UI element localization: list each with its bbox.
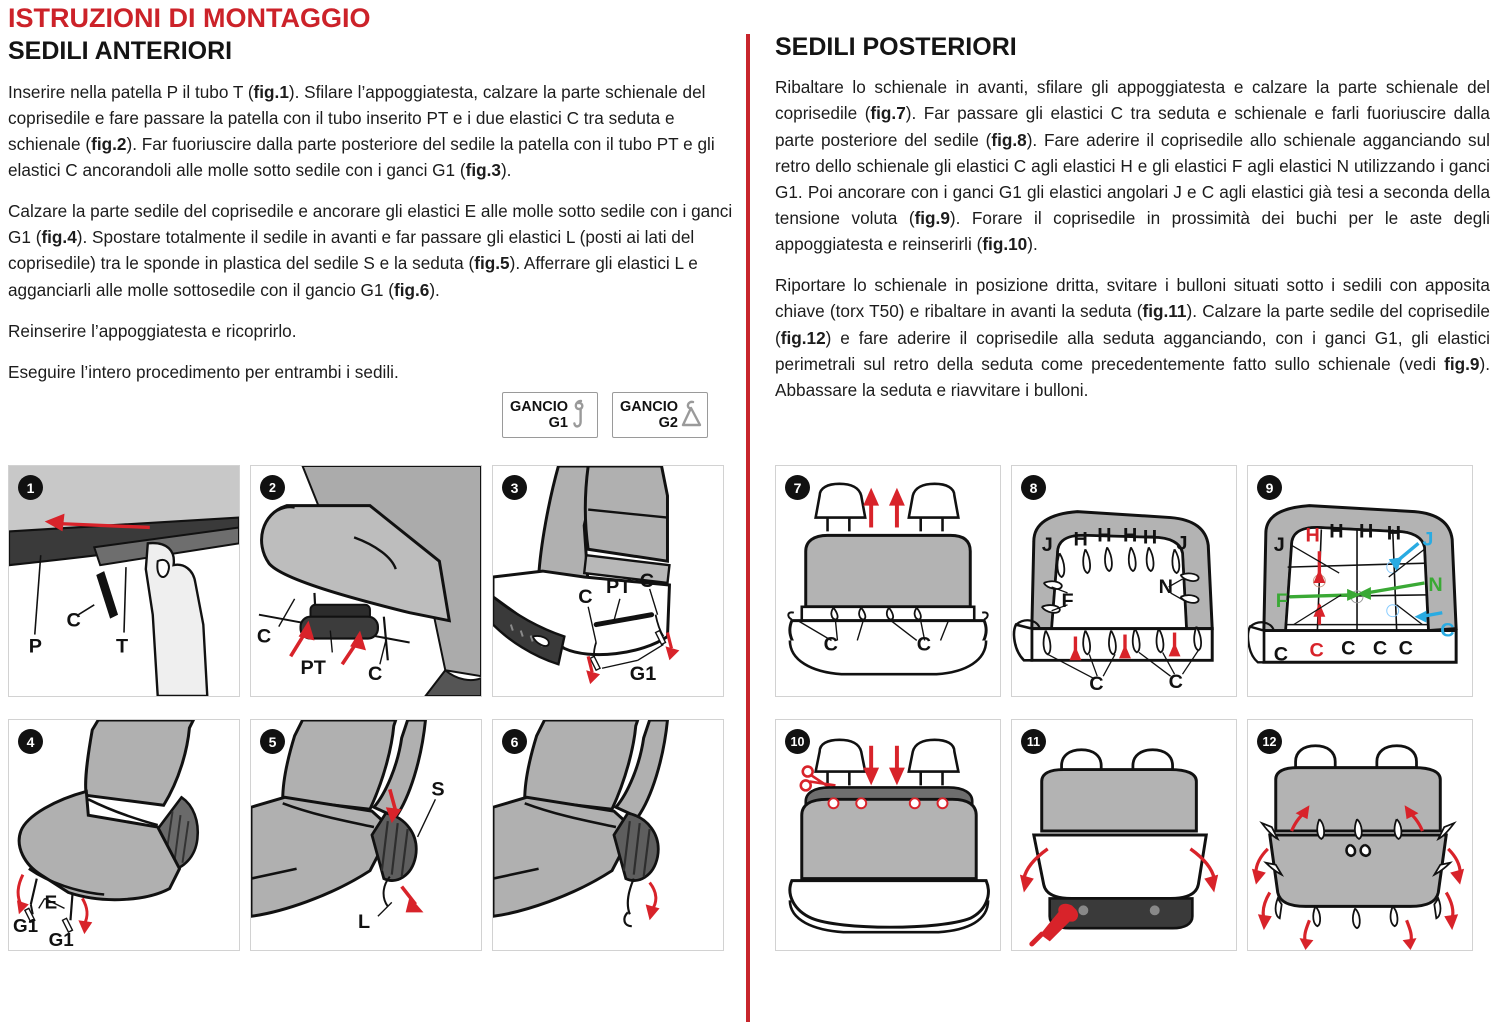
svg-text:G1: G1 bbox=[48, 929, 74, 950]
svg-text:E: E bbox=[44, 891, 58, 913]
figure-2-number: 2 bbox=[260, 475, 285, 500]
figure-1 bbox=[8, 465, 240, 697]
svg-text:G1: G1 bbox=[629, 663, 657, 686]
legend-g2-line2: G2 bbox=[658, 415, 678, 431]
figure-4 bbox=[8, 719, 240, 951]
figure-8 bbox=[1011, 465, 1237, 697]
right-paragraph-1: Ribaltare lo schienale in avanti, sfilare gli appoggiatesta e calzare la parte schienale del coprisedile (fig.7). Far passare gli elastici C tra seduta e schienale e farli fuoriuscire dalla parte posteriore del sedile (fig.8). Fare aderire il coprisedile allo schienale agganciando sul retro dello schienale gli elastici C agli elastici H e gli elastici F agli elastici N utilizzando i ganci G1. Poi ancorare con i ganci G1 gli elastici angolari J e C agli elastici già tesi a seconda della tensione voluta (fig.9). Forare il coprisedile in prossimità dei buchi per le aste degli appoggiatesta e reinserirli (fig.10). bbox=[775, 77, 1490, 255]
svg-text:C: C bbox=[256, 625, 272, 648]
svg-text:J: J bbox=[1273, 534, 1285, 557]
figure-10 bbox=[775, 719, 1001, 951]
figure-6-number: 6 bbox=[502, 729, 527, 754]
legend-g1-line2: G1 bbox=[548, 415, 568, 431]
svg-text:C: C bbox=[66, 609, 81, 632]
page-title: ISTRUZIONI DI MONTAGGIO bbox=[8, 3, 371, 33]
svg-text:H: H bbox=[1386, 522, 1402, 545]
right-column bbox=[775, 0, 1490, 418]
figure-6 bbox=[492, 719, 724, 951]
left-column bbox=[8, 0, 743, 400]
svg-text:C: C bbox=[367, 663, 383, 686]
figure-11 bbox=[1011, 719, 1237, 951]
svg-text:C: C bbox=[578, 585, 593, 608]
svg-text:G1: G1 bbox=[12, 915, 39, 937]
svg-text:J: J bbox=[1422, 528, 1434, 551]
legend-g2-line1: GANCIO bbox=[620, 398, 678, 415]
figure-3-number: 3 bbox=[502, 475, 527, 500]
svg-text:C: C bbox=[1309, 639, 1324, 662]
figure-5-number: 5 bbox=[260, 729, 285, 754]
legend-g2-text bbox=[620, 399, 678, 431]
figure-10-number: 10 bbox=[785, 729, 810, 754]
svg-text:J: J bbox=[1041, 534, 1053, 557]
svg-text:C: C bbox=[916, 633, 932, 656]
left-paragraph-1: Inserire nella patella P il tubo T (fig.1). Sfilare l’appoggiatesta, calzare la parte schienale del coprisedile e fare passare la patella con il tubo inserito PT e i due elastici C tra seduta e schienale (fig.2). Far fuoriuscire dalla parte posteriore del sedile la patella con il tubo PT e gli elastici C ancorandoli alle molle sotto sedile con i ganci G1 (fig.3). bbox=[8, 81, 715, 181]
figure-8-number: 8 bbox=[1021, 475, 1046, 500]
svg-text:H: H bbox=[1329, 520, 1344, 543]
svg-text:PT: PT bbox=[606, 575, 632, 598]
svg-text:C: C bbox=[823, 633, 838, 656]
gancio-legend bbox=[502, 392, 708, 438]
figure-9-number: 9 bbox=[1257, 475, 1282, 500]
left-section-title: SEDILI ANTERIORI bbox=[8, 37, 233, 66]
svg-text:C: C bbox=[1089, 673, 1104, 696]
svg-text:S: S bbox=[431, 778, 445, 801]
svg-text:T: T bbox=[116, 635, 129, 658]
hook-g1-icon bbox=[568, 398, 592, 432]
figure-12 bbox=[1247, 719, 1473, 951]
figure-2 bbox=[250, 465, 482, 697]
right-section-title: SEDILI POSTERIORI bbox=[775, 33, 1017, 61]
legend-gancio-g1 bbox=[502, 392, 598, 438]
svg-text:H: H bbox=[1359, 520, 1374, 543]
figure-3 bbox=[492, 465, 724, 697]
svg-text:C: C bbox=[1398, 637, 1413, 660]
svg-text:H: H bbox=[1305, 524, 1320, 547]
svg-text:C: C bbox=[1341, 637, 1356, 660]
figure-7-number: 7 bbox=[785, 475, 810, 500]
svg-text:PT: PT bbox=[300, 657, 326, 680]
svg-text:H: H bbox=[1097, 524, 1112, 547]
svg-text:C: C bbox=[1372, 637, 1388, 660]
right-paragraph-2: Riportare lo schienale in posizione dritta, svitare i bulloni situati sotto i sedili con apposita chiave (torx T50) e ribaltare in avanti la seduta (fig.11). Calzare la parte sedile del coprisedile (fig.12) e fare aderire il coprisedile alla seduta agganciando, con i ganci G1, gli elastici perimetrali sul retro della seduta come precedentemente fatto sullo schienale (vedi fig.9). Abbassare la seduta e riavvitare i bulloni. bbox=[775, 275, 1490, 400]
svg-text:C: C bbox=[1168, 671, 1183, 694]
figure-1-number: 1 bbox=[18, 475, 43, 500]
svg-text:N: N bbox=[1158, 575, 1174, 598]
svg-text:J: J bbox=[1176, 532, 1188, 555]
svg-text:F: F bbox=[1061, 589, 1074, 612]
figure-7 bbox=[775, 465, 1001, 697]
svg-text:N: N bbox=[1428, 573, 1443, 596]
figure-9 bbox=[1247, 465, 1473, 697]
left-paragraph-4: Eseguire l’intero procedimento per entrambi i sedili. bbox=[8, 361, 399, 382]
svg-text:H: H bbox=[1073, 528, 1088, 551]
column-divider bbox=[746, 34, 750, 1022]
svg-text:C: C bbox=[639, 569, 655, 592]
figure-5 bbox=[250, 719, 482, 951]
legend-g1-text bbox=[510, 399, 568, 431]
svg-text:L: L bbox=[358, 911, 371, 934]
hook-g2-icon bbox=[678, 398, 704, 432]
svg-text:H: H bbox=[1123, 524, 1138, 547]
svg-text:C: C bbox=[1440, 619, 1455, 642]
figure-4-number: 4 bbox=[18, 729, 43, 754]
left-figure-grid bbox=[8, 465, 724, 951]
svg-text:F: F bbox=[1275, 589, 1288, 612]
svg-text:H: H bbox=[1142, 526, 1158, 549]
svg-text:P: P bbox=[28, 635, 43, 658]
figure-12-number: 12 bbox=[1257, 729, 1282, 754]
legend-gancio-g2 bbox=[612, 392, 708, 438]
right-figure-grid bbox=[775, 465, 1473, 951]
left-paragraph-3: Reinserire l’appoggiatesta e ricoprirlo. bbox=[8, 320, 297, 341]
left-paragraph-2: Calzare la parte sedile del coprisedile e ancorare gli elastici E alle molle sotto sedile con i ganci G1 (fig.4). Spostare totalmente il sedile in avanti e far passare gli elastici L (posti ai lati del coprisedile) tra le sponde in plastica del sedile S e la seduta (fig.5). Afferrare gli elastici L e agganciarli alle molle sottosedile con il gancio G1 (fig.6). bbox=[8, 201, 733, 300]
figure-11-number: 11 bbox=[1021, 729, 1046, 754]
legend-g1-line1: GANCIO bbox=[510, 398, 568, 415]
svg-text:C: C bbox=[1273, 643, 1289, 666]
